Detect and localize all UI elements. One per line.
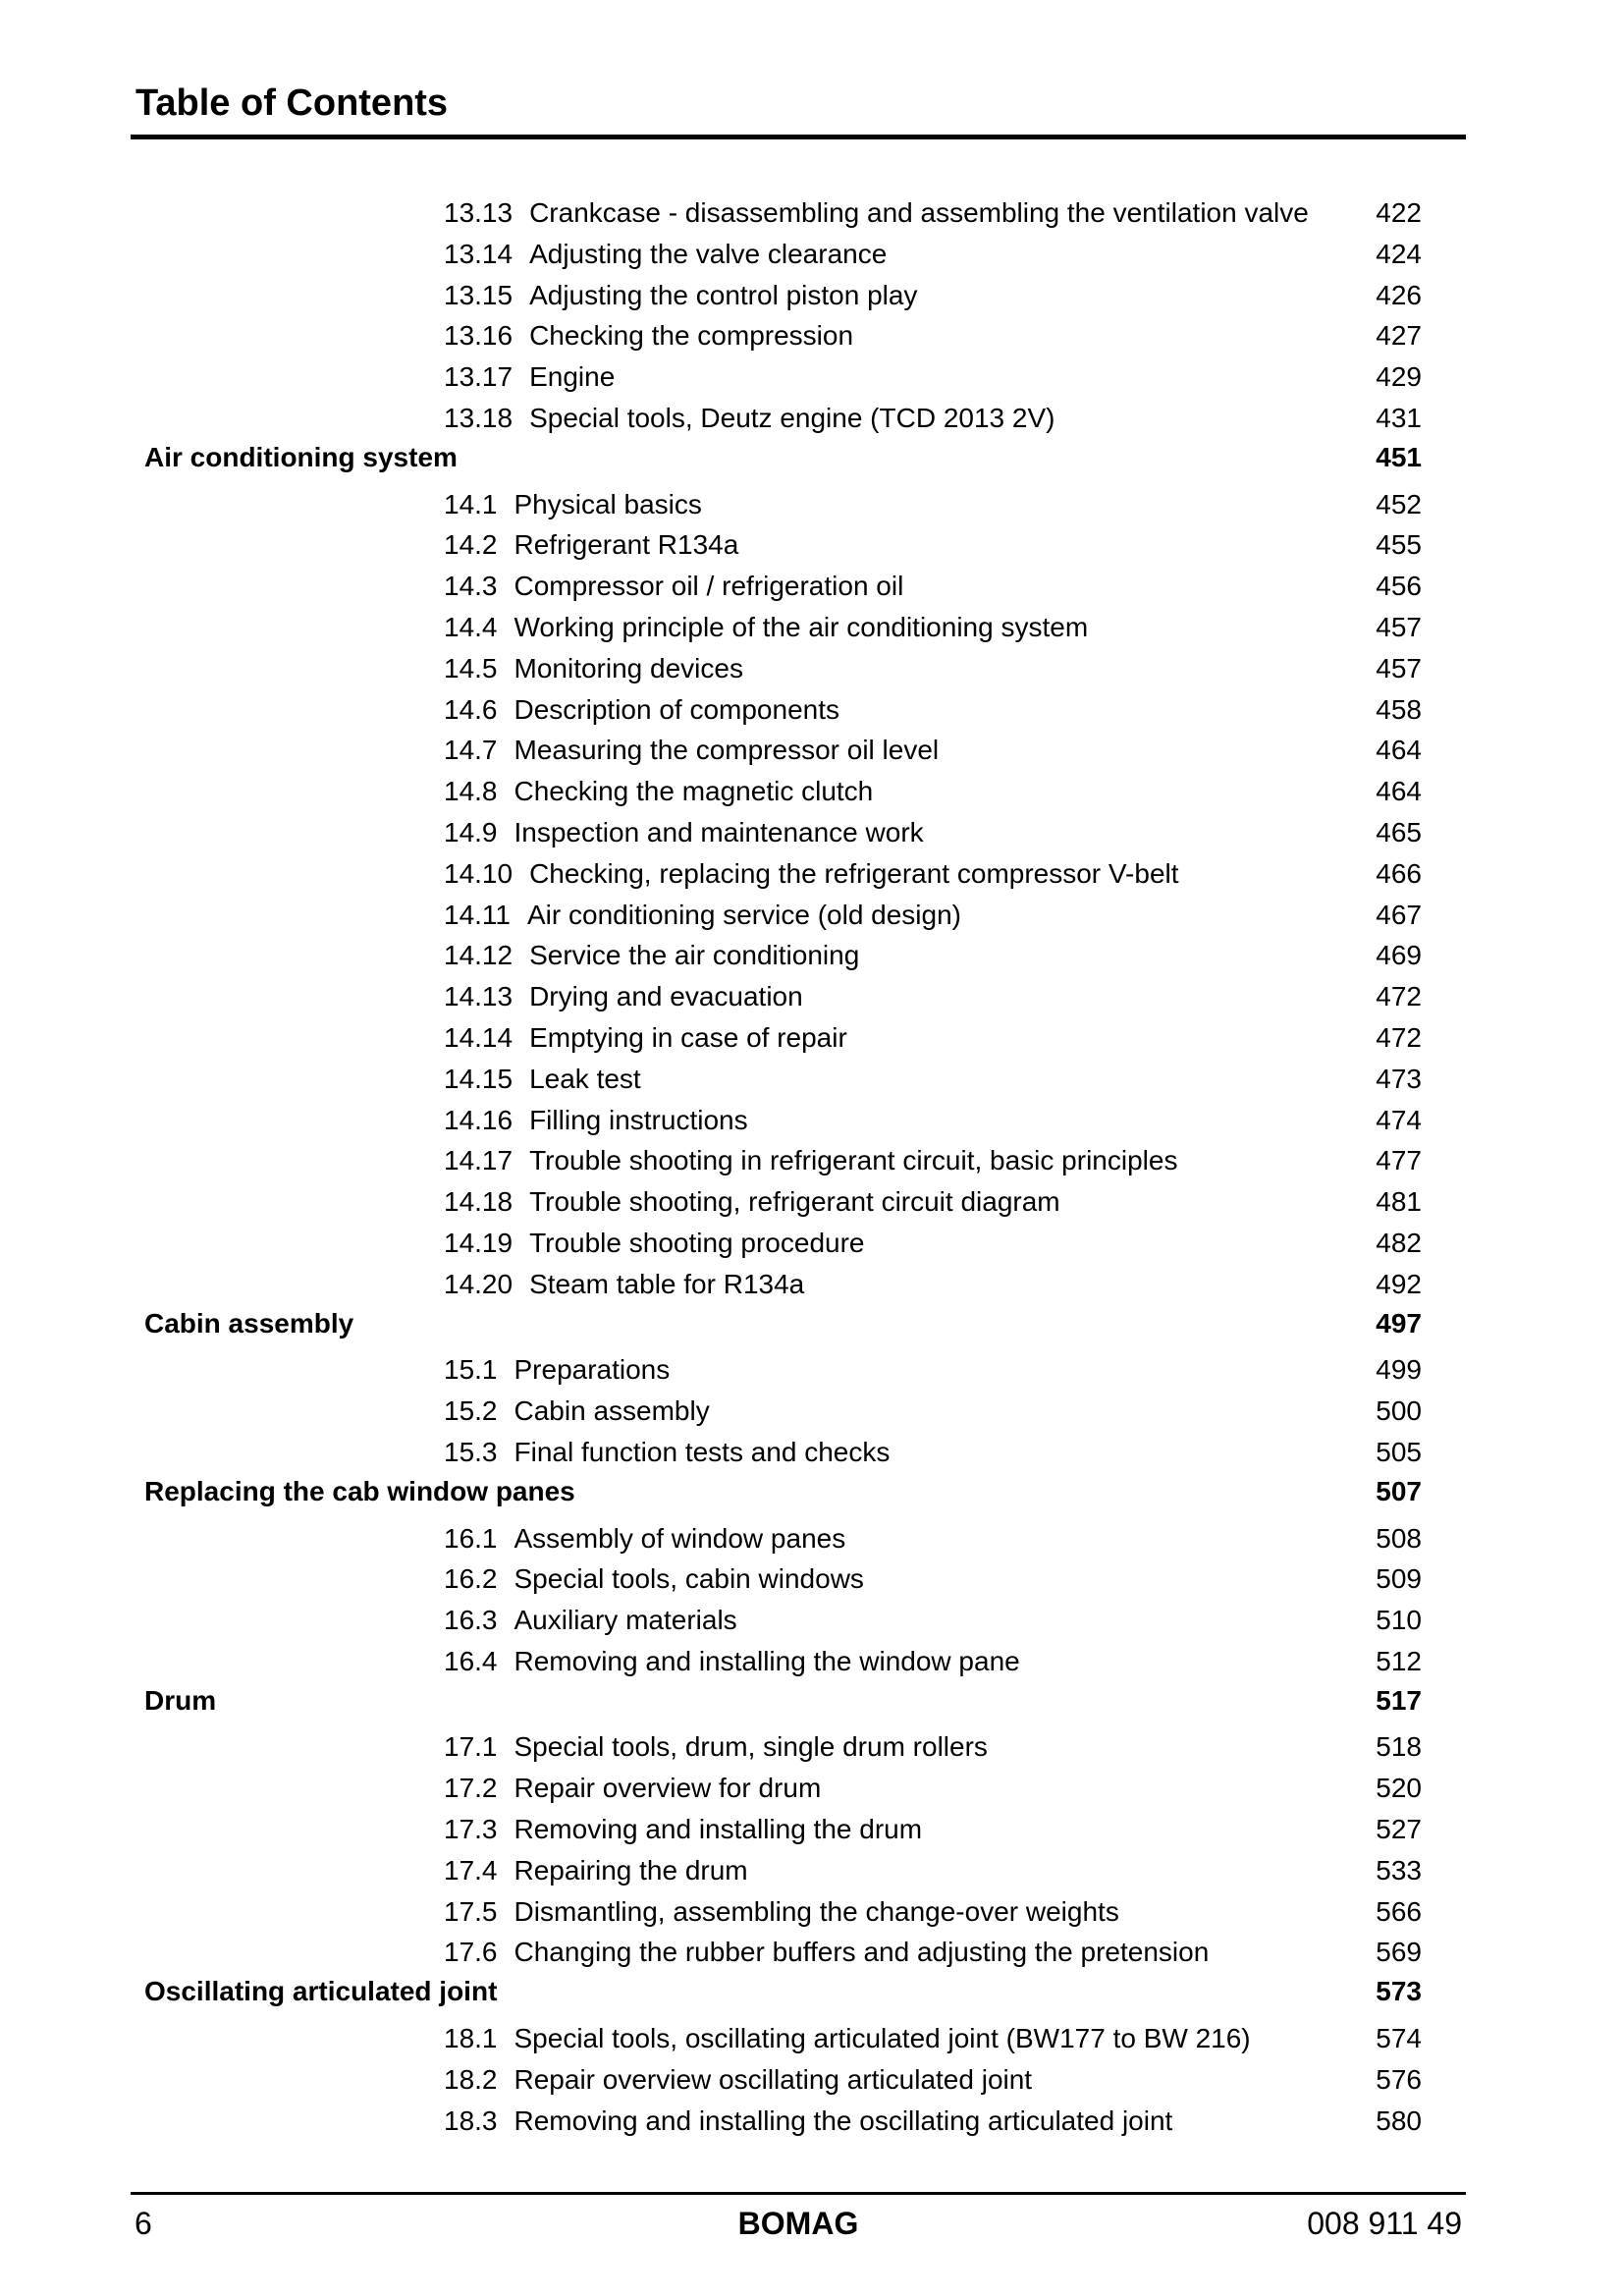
toc-chapter-title: Replacing the cab window panes — [144, 1475, 575, 1506]
toc-section-row — [131, 524, 1470, 566]
toc-section-number: 14.12 — [444, 940, 514, 971]
toc-chapter-row — [131, 437, 1470, 478]
toc-page-number: 512 — [1376, 1645, 1422, 1676]
toc-section-number: 14.11 — [444, 899, 511, 930]
toc-section-title: Steam table for R134a — [529, 1268, 805, 1299]
toc-page-number: 427 — [1376, 320, 1422, 352]
toc-section-title: Refrigerant R134a — [514, 529, 739, 561]
toc-chapter-title: Oscillating articulated joint — [144, 1976, 498, 2007]
toc-chapter-page-number: 507 — [1376, 1475, 1422, 1506]
toc-section-title: Removing and installing the drum — [514, 1814, 923, 1845]
toc-section-row — [131, 566, 1470, 607]
footer-rule — [131, 2192, 1466, 2195]
toc-section-title: Trouble shooting in refrigerant circuit, basic principles — [529, 1145, 1178, 1176]
toc-page-number: 477 — [1376, 1145, 1422, 1176]
toc-page-number: 466 — [1376, 857, 1422, 889]
toc-page-number: 474 — [1376, 1104, 1422, 1135]
toc-section-row — [131, 484, 1470, 525]
toc-section-row — [131, 1432, 1470, 1473]
footer-row — [131, 2208, 1470, 2239]
toc-section-number: 18.3 — [444, 2105, 498, 2136]
toc-section-number: 15.1 — [444, 1354, 498, 1386]
toc-page-number: 472 — [1376, 1021, 1422, 1053]
toc-section-row — [131, 648, 1470, 689]
toc-chapter-row — [131, 1303, 1470, 1344]
toc-page-number: 424 — [1376, 238, 1422, 269]
toc-section-number: 16.2 — [444, 1563, 498, 1595]
toc-section-title: Special tools, Deutz engine (TCD 2013 2V) — [529, 402, 1055, 433]
toc-section-number: 17.1 — [444, 1731, 498, 1763]
toc-chapter-page-number: 517 — [1376, 1684, 1422, 1716]
toc-section-number: 15.3 — [444, 1436, 498, 1467]
toc-page-number: 464 — [1376, 735, 1422, 766]
toc-page-number: 580 — [1376, 2105, 1422, 2136]
toc-section-row — [131, 1518, 1470, 1559]
toc-page-number: 431 — [1376, 402, 1422, 433]
toc-chapter-title: Drum — [144, 1684, 217, 1716]
toc-section-title: Trouble shooting procedure — [529, 1227, 865, 1258]
toc-page-number: 469 — [1376, 940, 1422, 971]
toc-section-title: Air conditioning service (old design) — [527, 899, 961, 930]
toc-section-row — [131, 356, 1470, 398]
toc-page-number: 422 — [1376, 197, 1422, 228]
toc-page-number: 456 — [1376, 571, 1422, 602]
toc-section-number: 15.2 — [444, 1395, 498, 1427]
toc-section-number: 13.17 — [444, 361, 514, 393]
toc-page-number: 464 — [1376, 776, 1422, 807]
toc-section-title: Compressor oil / refrigeration oil — [514, 571, 904, 602]
toc-section-row — [131, 689, 1470, 731]
page-title: Table of Contents — [135, 82, 449, 124]
toc-section-row — [131, 895, 1470, 936]
toc-section-row — [131, 1768, 1470, 1809]
toc-page-number: 482 — [1376, 1227, 1422, 1258]
toc-page-number: 458 — [1376, 693, 1422, 725]
toc-section-title: Physical basics — [514, 488, 702, 519]
toc-section-number: 14.5 — [444, 652, 498, 683]
toc-page-number: 509 — [1376, 1563, 1422, 1595]
toc-section-number: 14.10 — [444, 857, 514, 889]
toc-section-number: 16.1 — [444, 1522, 498, 1554]
toc-page-number: 508 — [1376, 1522, 1422, 1554]
toc-section-row — [131, 1017, 1470, 1059]
toc-section-title: Checking the magnetic clutch — [514, 776, 874, 807]
toc-section-row — [131, 1349, 1470, 1391]
toc-section-title: Repair overview for drum — [514, 1773, 822, 1804]
toc-section-row — [131, 1850, 1470, 1891]
toc-section-row — [131, 1100, 1470, 1141]
toc-section-title: Removing and installing the window pane — [514, 1645, 1020, 1676]
toc-section-title: Checking the compression — [529, 320, 854, 352]
table-of-contents — [131, 192, 1470, 2141]
toc-section-number: 14.7 — [444, 735, 498, 766]
toc-section-number: 14.18 — [444, 1186, 514, 1218]
toc-page-number: 566 — [1376, 1895, 1422, 1927]
toc-page-number: 500 — [1376, 1395, 1422, 1427]
toc-section-number: 14.3 — [444, 571, 498, 602]
toc-section-title: Final function tests and checks — [514, 1436, 891, 1467]
toc-section-number: 14.15 — [444, 1063, 514, 1094]
footer-doc-number: 008 911 49 — [1307, 2206, 1463, 2241]
toc-section-row — [131, 812, 1470, 853]
toc-section-row — [131, 771, 1470, 812]
toc-page-number: 574 — [1376, 2023, 1422, 2054]
toc-section-row — [131, 1932, 1470, 1973]
toc-section-row — [131, 607, 1470, 648]
header-rule — [131, 135, 1466, 139]
toc-section-row — [131, 1264, 1470, 1305]
toc-section-row — [131, 2018, 1470, 2059]
toc-section-title: Drying and evacuation — [529, 981, 803, 1012]
toc-section-row — [131, 2101, 1470, 2142]
toc-page-number: 533 — [1376, 1854, 1422, 1886]
toc-section-title: Removing and installing the oscillating articulated joint — [514, 2105, 1173, 2136]
toc-page-number: 492 — [1376, 1268, 1422, 1299]
toc-chapter-page-number: 573 — [1376, 1976, 1422, 2007]
toc-page-number: 473 — [1376, 1063, 1422, 1094]
toc-section-number: 14.1 — [444, 488, 498, 519]
document-page — [131, 0, 1470, 2141]
toc-section-number: 13.18 — [444, 402, 514, 433]
toc-section-number: 14.2 — [444, 529, 498, 561]
toc-section-row — [131, 192, 1470, 234]
footer-brand: BOMAG — [737, 2206, 859, 2241]
footer-page-number: 6 — [135, 2206, 152, 2241]
toc-section-title: Cabin assembly — [514, 1395, 710, 1427]
toc-section-title: Dismantling, assembling the change-over weights — [514, 1895, 1119, 1927]
toc-section-number: 14.4 — [444, 611, 498, 642]
toc-section-row — [131, 1726, 1470, 1768]
toc-section-number: 16.3 — [444, 1605, 498, 1636]
toc-section-row — [131, 1140, 1470, 1181]
toc-section-title: Adjusting the control piston play — [529, 279, 918, 310]
toc-section-row — [131, 1059, 1470, 1100]
toc-section-row — [131, 1809, 1470, 1850]
toc-section-number: 17.4 — [444, 1854, 498, 1886]
toc-section-row — [131, 1223, 1470, 1264]
toc-section-row — [131, 1391, 1470, 1432]
toc-section-title: Special tools, drum, single drum rollers — [514, 1731, 988, 1763]
toc-section-row — [131, 1181, 1470, 1223]
toc-page-number: 520 — [1376, 1773, 1422, 1804]
toc-page-number: 429 — [1376, 361, 1422, 393]
toc-page-number: 527 — [1376, 1814, 1422, 1845]
toc-page-number: 505 — [1376, 1436, 1422, 1467]
toc-chapter-row — [131, 1971, 1470, 2012]
toc-section-title: Measuring the compressor oil level — [514, 735, 940, 766]
toc-chapter-row — [131, 1680, 1470, 1722]
toc-section-row — [131, 730, 1470, 771]
toc-section-row — [131, 976, 1470, 1017]
toc-section-title: Preparations — [514, 1354, 671, 1386]
toc-section-title: Inspection and maintenance work — [514, 816, 924, 847]
toc-section-title: Working principle of the air conditioning system — [514, 611, 1089, 642]
toc-page-number: 426 — [1376, 279, 1422, 310]
toc-section-title: Engine — [529, 361, 616, 393]
toc-section-title: Emptying in case of repair — [529, 1021, 847, 1053]
toc-section-number: 14.14 — [444, 1021, 514, 1053]
toc-section-row — [131, 275, 1470, 316]
toc-section-row — [131, 853, 1470, 895]
toc-section-title: Leak test — [529, 1063, 641, 1094]
toc-section-row — [131, 1558, 1470, 1600]
toc-section-number: 17.2 — [444, 1773, 498, 1804]
toc-section-number: 14.6 — [444, 693, 498, 725]
toc-section-row — [131, 1641, 1470, 1682]
toc-page-number: 499 — [1376, 1354, 1422, 1386]
toc-section-number: 13.16 — [444, 320, 514, 352]
toc-section-row — [131, 315, 1470, 356]
toc-section-row — [131, 1600, 1470, 1641]
toc-section-row — [131, 2059, 1470, 2101]
toc-page-number: 455 — [1376, 529, 1422, 561]
toc-section-title: Filling instructions — [529, 1104, 748, 1135]
toc-section-number: 14.9 — [444, 816, 498, 847]
toc-section-title: Adjusting the valve clearance — [529, 238, 888, 269]
toc-section-number: 14.13 — [444, 981, 514, 1012]
toc-section-number: 18.1 — [444, 2023, 498, 2054]
toc-chapter-page-number: 497 — [1376, 1307, 1422, 1339]
toc-section-title: Crankcase - disassembling and assembling the ventilation valve — [529, 197, 1309, 228]
page-footer — [131, 2192, 1470, 2239]
toc-section-number: 14.20 — [444, 1268, 514, 1299]
toc-section-title: Special tools, oscillating articulated joint (BW177 to BW 216) — [514, 2023, 1251, 2054]
toc-page-number: 518 — [1376, 1731, 1422, 1763]
toc-section-title: Service the air conditioning — [529, 940, 860, 971]
toc-section-number: 14.16 — [444, 1104, 514, 1135]
toc-section-number: 16.4 — [444, 1645, 498, 1676]
toc-page-number: 467 — [1376, 899, 1422, 930]
toc-section-number: 13.13 — [444, 197, 514, 228]
toc-page-number: 457 — [1376, 652, 1422, 683]
toc-section-number: 17.6 — [444, 1937, 498, 1968]
toc-page-number: 452 — [1376, 488, 1422, 519]
toc-section-row — [131, 398, 1470, 439]
toc-section-title: Repairing the drum — [514, 1854, 748, 1886]
toc-section-title: Assembly of window panes — [514, 1522, 846, 1554]
toc-page-number: 510 — [1376, 1605, 1422, 1636]
toc-section-row — [131, 1891, 1470, 1933]
toc-section-row — [131, 234, 1470, 275]
toc-chapter-row — [131, 1471, 1470, 1512]
toc-section-number: 17.3 — [444, 1814, 498, 1845]
toc-page-number: 465 — [1376, 816, 1422, 847]
toc-section-title: Monitoring devices — [514, 652, 743, 683]
toc-section-title: Changing the rubber buffers and adjusting the pretension — [514, 1937, 1210, 1968]
toc-section-number: 14.17 — [444, 1145, 514, 1176]
toc-section-number: 13.14 — [444, 238, 514, 269]
toc-section-number: 18.2 — [444, 2063, 498, 2095]
toc-section-title: Checking, replacing the refrigerant compressor V-belt — [529, 857, 1179, 889]
toc-page-number: 569 — [1376, 1937, 1422, 1968]
toc-section-title: Repair overview oscillating articulated joint — [514, 2063, 1033, 2095]
toc-section-title: Special tools, cabin windows — [514, 1563, 864, 1595]
toc-page-number: 472 — [1376, 981, 1422, 1012]
toc-page-number: 481 — [1376, 1186, 1422, 1218]
toc-section-number: 13.15 — [444, 279, 514, 310]
toc-section-title: Auxiliary materials — [514, 1605, 737, 1636]
toc-section-number: 17.5 — [444, 1895, 498, 1927]
toc-section-number: 14.8 — [444, 776, 498, 807]
toc-page-number: 576 — [1376, 2063, 1422, 2095]
toc-section-title: Description of components — [514, 693, 840, 725]
toc-section-row — [131, 935, 1470, 976]
toc-section-number: 14.19 — [444, 1227, 514, 1258]
toc-chapter-page-number: 451 — [1376, 441, 1422, 472]
toc-chapter-title: Air conditioning system — [144, 441, 458, 472]
toc-page-number: 457 — [1376, 611, 1422, 642]
toc-section-title: Trouble shooting, refrigerant circuit diagram — [529, 1186, 1060, 1218]
toc-chapter-title: Cabin assembly — [144, 1307, 354, 1339]
